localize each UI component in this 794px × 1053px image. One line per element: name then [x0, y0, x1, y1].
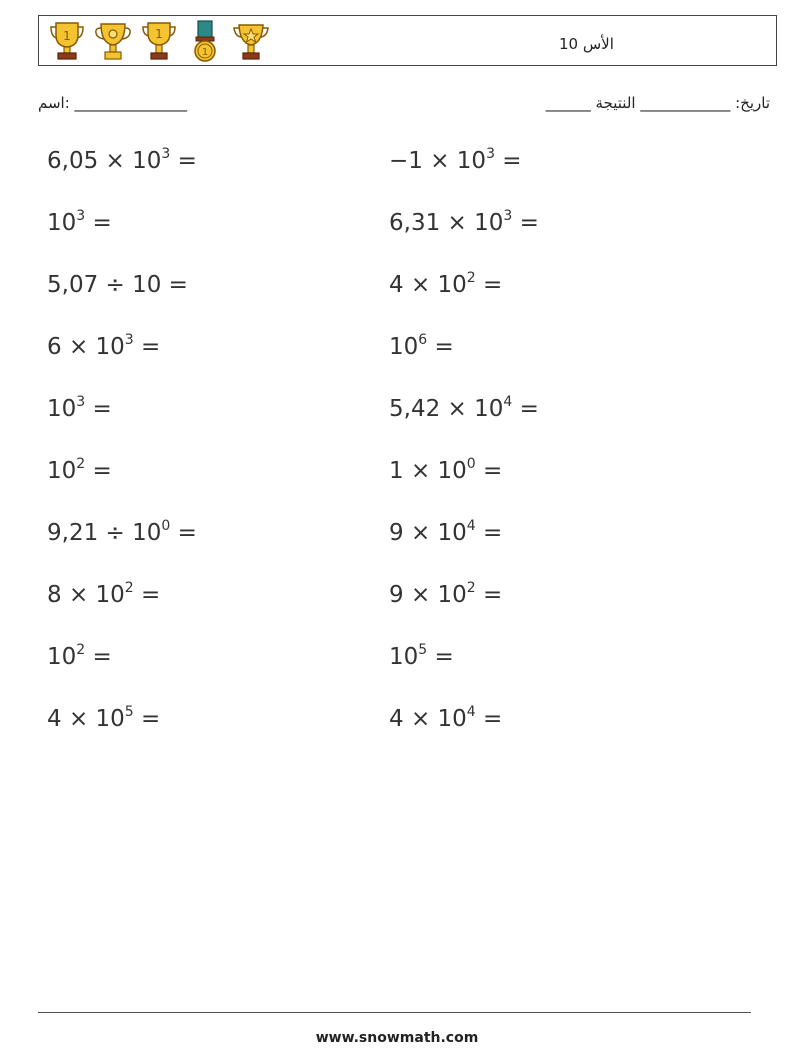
problem-base: 9,21 ÷ 10: [47, 520, 162, 546]
problem-base: 10: [389, 644, 419, 670]
problem-base: 6,31 × 10: [389, 210, 504, 236]
problem-item: [47, 458, 112, 484]
problem-item: [389, 458, 502, 484]
svg-text:1: 1: [201, 47, 209, 58]
problem-exponent: 2: [466, 580, 476, 596]
problem-exponent: 3: [161, 146, 171, 162]
problem-item: [47, 334, 160, 360]
problem-item: [389, 210, 539, 236]
problem-item: [389, 148, 522, 174]
problem-base: 10: [47, 210, 77, 236]
problem-exponent: 2: [76, 456, 86, 472]
problem-equals: =: [170, 148, 197, 174]
problem-exponent: 4: [466, 518, 476, 534]
problem-exponent: 5: [418, 642, 428, 658]
footer-divider: [38, 1012, 751, 1013]
problem-base: 4 × 10: [389, 706, 467, 732]
problem-exponent: 3: [76, 394, 86, 410]
problem-item: [47, 520, 197, 546]
problem-equals: =: [85, 644, 112, 670]
problem-equals: =: [512, 210, 539, 236]
problem-exponent: 5: [124, 704, 134, 720]
problem-exponent: 0: [466, 456, 476, 472]
problem-item: [389, 644, 454, 670]
problem-item: [47, 210, 112, 236]
problem-exponent: 3: [486, 146, 495, 162]
trophy-star-icon: [231, 19, 271, 63]
problem-base: −1 × 10: [389, 148, 487, 174]
problem-exponent: 3: [503, 208, 513, 224]
problem-exponent: 3: [76, 208, 86, 224]
problem-equals: =: [475, 458, 503, 484]
problem-base: 10: [47, 396, 77, 422]
problem-base: 9 × 10: [389, 582, 467, 608]
problem-item: [47, 396, 112, 422]
problem-equals: =: [475, 520, 503, 546]
worksheet-header: [38, 15, 777, 66]
problem-exponent: 0: [161, 518, 171, 534]
date-score-field: تاريخ: ____________ النتيجة ______: [545, 94, 770, 112]
problem-equals: =: [427, 334, 454, 360]
problem-exponent: 4: [503, 394, 513, 410]
problem-equals: =: [170, 520, 197, 546]
problem-base: 5,07 ÷ 10 =: [47, 272, 188, 298]
problem-item: [47, 148, 197, 174]
problem-base: 10: [47, 644, 77, 670]
problem-equals: =: [495, 148, 522, 174]
problem-base: 8 × 10: [47, 582, 125, 608]
problem-exponent: 3: [124, 332, 134, 348]
problem-base: 9 × 10: [389, 520, 467, 546]
problem-item: [47, 582, 160, 608]
problem-equals: =: [475, 706, 503, 732]
problem-exponent: 4: [466, 704, 476, 720]
problem-equals: =: [475, 582, 503, 608]
svg-text:1: 1: [155, 27, 163, 41]
problem-base: 10: [389, 334, 419, 360]
problem-item: [389, 334, 454, 360]
problem-exponent: 2: [76, 642, 86, 658]
problem-item: [47, 644, 112, 670]
problem-equals: =: [133, 706, 161, 732]
problem-equals: =: [85, 458, 112, 484]
problem-base: 1 × 10: [389, 458, 467, 484]
problem-base: 5,42 × 10: [389, 396, 504, 422]
problem-base: 10: [47, 458, 77, 484]
worksheet-title: الأس 10: [559, 35, 614, 53]
problem-item: [389, 396, 539, 422]
name-field: اسم: _______________: [38, 94, 188, 112]
problem-base: 6,05 × 10: [47, 148, 162, 174]
problem-equals: =: [85, 210, 112, 236]
problem-exponent: 6: [418, 332, 428, 348]
problem-equals: =: [133, 582, 161, 608]
problem-equals: =: [512, 396, 539, 422]
problem-item: [389, 706, 502, 732]
trophy-smile-icon: [93, 19, 133, 63]
problem-equals: =: [427, 644, 454, 670]
problem-base: 6 × 10: [47, 334, 125, 360]
problem-base: 4 × 10: [389, 272, 467, 298]
problem-item: [47, 272, 188, 298]
trophy-strip: [47, 19, 271, 63]
problem-exponent: 2: [466, 270, 476, 286]
svg-text:1: 1: [63, 29, 71, 43]
problem-exponent: 2: [124, 580, 134, 596]
problem-equals: =: [475, 272, 503, 298]
problem-equals: =: [133, 334, 161, 360]
problem-item: [389, 520, 502, 546]
problem-item: [47, 706, 160, 732]
problem-item: [389, 582, 502, 608]
trophy-1-icon: [139, 19, 179, 63]
problem-base: 4 × 10: [47, 706, 125, 732]
trophy-1-icon: [47, 19, 87, 63]
medal-1-icon: [185, 19, 225, 63]
problem-item: [389, 272, 502, 298]
problem-equals: =: [85, 396, 112, 422]
footer-site: www.snowmath.com: [315, 1030, 479, 1046]
